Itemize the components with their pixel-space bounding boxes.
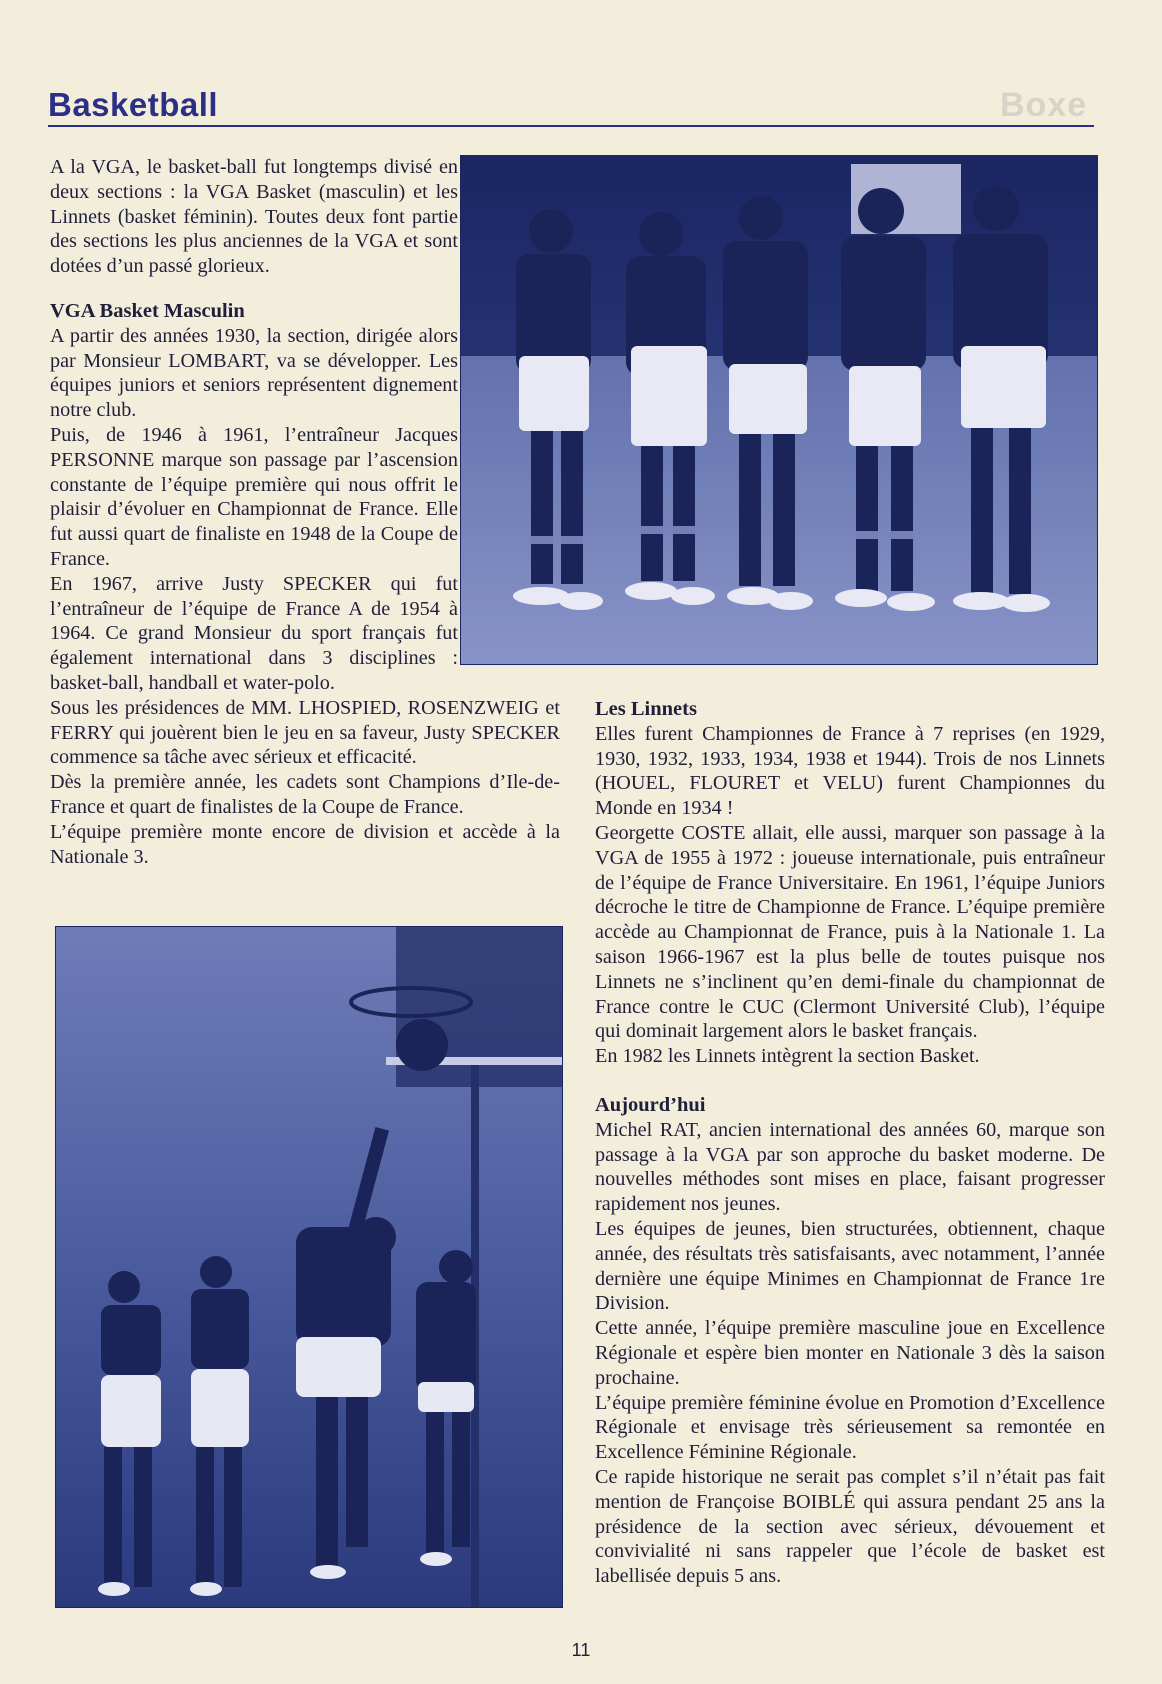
linnets-heading: Les Linnets xyxy=(595,698,697,720)
intro-paragraph: A la VGA, le basket-ball fut longtemps divisé en deux sections : la VGA Basket (masculin) et les Linnets (basket féminin). Toutes deux font partie des sections les plus anciennes de la VGA et sont dotées d’un passé glorieux. xyxy=(50,156,458,278)
game-photo xyxy=(55,926,563,1608)
masculin-paragraph: A partir des années 1930, la section, dirigée alors par Monsieur LOMBART, va se développer. Les équipes juniors et seniors représentent dignement notre club. xyxy=(50,324,458,422)
masculin-paragraph: Puis, de 1946 à 1961, l’entraîneur Jacques PERSONNE marque son passage par l’ascension constante de l’équipe première qui nous offrit le plaisir d’évoluer en Championnat de France. Elle fut aussi quart de finaliste en 1948 de la Coupe de France. xyxy=(50,423,458,570)
aujourdhui-paragraph: L’équipe première féminine évolue en Promotion d’Excellence Régionale et envisage très sérieusement sa remontée en Excellence Féminine Régionale. xyxy=(595,1391,1105,1464)
aujourdhui-paragraph: Cette année, l’équipe première masculine joue en Excellence Régionale et espère bien monter en Nationale 3 dès la saison prochaine. xyxy=(595,1317,1105,1389)
aujourdhui-paragraph: Les équipes de jeunes, bien structurées, obtiennent, chaque année, des résultats très satisfaisants, avec notamment, l’année dernière une équipe Minimes en Championnat de France 1re Division. xyxy=(595,1217,1105,1315)
title-rule xyxy=(48,125,1094,127)
linnets-paragraph: Georgette COSTE allait, elle aussi, marquer son passage à la VGA de 1955 à 1972 : joueuse internationale, puis entraîneur de l’équipe de France Universitaire. En 1961, l’équipe Juniors décroche le titre de Championne de France. L’équipe première accède au Championnat de France, puis à la Nationale 1. La saison 1966-1967 est la plus belle de toutes puisque nos Linnets ne s’inclinent qu’en demi-finale du championnat de France contre le CUC (Clermont Université Club), l’équipe qui dominait largement alors le basket français. xyxy=(595,821,1105,1043)
adjacent-page-title: Boxe xyxy=(1000,86,1088,124)
aujourdhui-paragraph: Michel RAT, ancien international des années 60, marque son passage à la VGA par son approche du basket moderne. De nouvelles méthodes sont mises en place, faisant progresser rapidement nos jeunes. xyxy=(595,1118,1105,1216)
masculin-paragraph: L’équipe première monte encore de division et accède à la Nationale 3. xyxy=(50,820,560,868)
right-column xyxy=(595,697,1105,1589)
masculin-heading: VGA Basket Masculin xyxy=(50,299,245,322)
page-title: Basketball xyxy=(48,86,219,123)
linnets-paragraph: En 1982 les Linnets intègrent la section Basket. xyxy=(595,1045,980,1068)
masculin-paragraph: Dès la première année, les cadets sont Champions d’Ile-de-France et quart de finalistes de la Coupe de France. xyxy=(50,771,560,818)
linnets-paragraph: Elles furent Championnes de France à 7 reprises (en 1929, 1930, 1932, 1933, 1934, 1938 et 1944). Trois de nos Linnets (HOUEL, FLOURET et VELU) furent Championnes du Monde en 1934 ! xyxy=(595,722,1105,820)
left-column xyxy=(50,155,560,869)
aujourdhui-paragraph: Ce rapide historique ne serait pas complet s’il n’était pas fait mention de Françoise BOIBLÉ qui assura pendant 25 ans la présidence de la section avec sérieux, dévouement et convivialité ni sans rappeler que l’école de basket est labellisée depuis 5 ans. xyxy=(595,1465,1105,1588)
masculin-paragraph: En 1967, arrive Justy SPECKER qui fut l’entraîneur de l’équipe de France A de 1954 à 1964. Ce grand Monsieur du sport français fut également international dans 3 disciplines : basket-ball, handball et water-polo. xyxy=(50,572,458,694)
aujourdhui-heading: Aujourd’hui xyxy=(595,1093,706,1116)
masculin-paragraph: Sous les présidences de MM. LHOSPIED, ROSENZWEIG et FERRY qui jouèrent bien le jeu en sa faveur, Justy SPECKER commence sa tâche avec sérieux et efficacité. xyxy=(50,696,560,769)
page-number: 11 xyxy=(571,1640,591,1660)
team-photo xyxy=(460,155,1098,665)
